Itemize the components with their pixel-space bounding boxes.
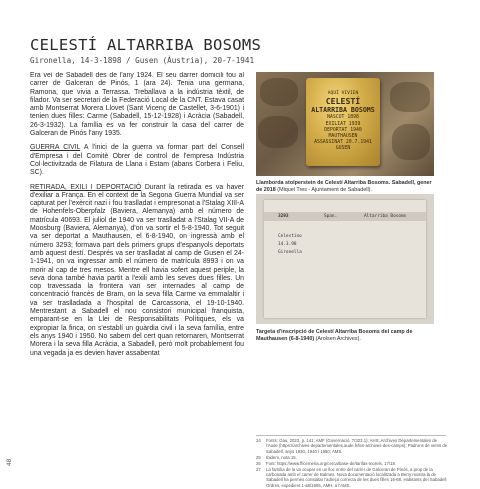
card-name: Altarriba Bosoms (364, 214, 407, 219)
section-heading-civil-war: GUERRA CIVIL (30, 144, 81, 152)
plaque-line: AQUÍ VIVIEN (327, 91, 359, 97)
footnote-text: Fonts: Gau, 2023, p. 141; AMF (Governació, 7/323.1); AHS; Archives Départementales de l'Aude (https://archives-departementales.aude.fr/les-archives-des-camps); Padrons de veïns de Sabadell, anys 1930, 1940 i 1950; AMS. (266, 438, 448, 454)
card-prisoner-number: 3293 (278, 214, 289, 219)
plaque-line: EXILIAT 1939 (325, 121, 361, 127)
cobblestone (392, 124, 430, 160)
biography-paragraph-2 (30, 144, 244, 177)
page-title: CELESTÍ ALTARRIBA BOSOMS (30, 36, 262, 54)
plaque-surname: ALTARRIBA BOSOMS (311, 106, 375, 115)
footnote (256, 455, 448, 460)
registration-card-photo (256, 194, 434, 324)
cobblestone (260, 78, 298, 106)
footnote-number: 27 (256, 466, 261, 472)
plaque-line: GUSEN (335, 146, 351, 152)
figure-1-caption (256, 180, 436, 194)
caption-title: Llamborda stolperstein de Celestí Altarriba Bosoms. Sabadell, gener de 2018 (256, 180, 432, 193)
card-nationality: Span. (324, 214, 338, 219)
plaque-line: DEPORTAT 1940 (324, 127, 362, 133)
footnote (256, 438, 448, 454)
figure-2-caption (256, 329, 442, 343)
footnote-number: 26 (256, 460, 261, 466)
plaque-line: ASSASSINAT 20.7.1941 (314, 140, 372, 146)
card-field: Celestino (278, 234, 302, 239)
caption-credit: (Miquel Tres - Ajuntament de Sabadell). (275, 186, 372, 193)
biography-text (30, 72, 244, 462)
section-heading-exile: RETIRADA, EXILI I DEPORTACIÓ (30, 183, 142, 191)
footnote (256, 467, 448, 489)
plaque-name: CELESTÍ (325, 96, 361, 107)
stolperstein-photo (256, 72, 434, 176)
caption-title: Targeta d'inscripció de Celestí Altarriba Bosoms del camp de Mauthausen (6-8-1940) (256, 329, 413, 342)
footnote-number: 25 (256, 454, 261, 460)
footnote-text: La família de la va ocupar en un lloc entre del carrer de Galceran de Pinós, a prop de la carbonada amb el carrer de Balmes. Nova documentació localitzada a Berry mostra la de Sabadell ha permès constatar l'adreça correcta de les dues filles 16-68. Habitants del Sabadell Ordres, expedient 1-a8/1905, AMH, a l'AMS. (266, 466, 447, 488)
caption-credit: (Arolsen Archives). (314, 335, 361, 342)
biography-paragraph-3 (30, 184, 244, 358)
mauthausen-registration-card (264, 200, 426, 318)
footnotes (256, 438, 448, 489)
brass-memorial-plaque (306, 78, 380, 166)
section-text-exile: Durant la retirada es va haver d'exiliar a França. En el context de la Segona Guerra Mundial va ser capturat per l'exèrcit nazi i fou traslladat i empresonat a l'Stalag XIII-A de Hohenfels-Oberpfalz (Baviera, Alemanya) amb el número de matrícula 40693. El juliol de 1940 va ser traslladat a l'Stalag VII-A de Moosburg (Baviera, Alemanya), d'on va sortir el 5-8-1940. Tot seguit va ser deportat a Mauthausen, el 6-8-1940, on ingressà amb el número 3293; formava part dels primers grups d'espanyols deportats amb aquest destí. Després va ser traslladat al camp de Gusen el 24-1-1941, on va ingressar amb el número de matrícula 8993 i on va morir al cap de tres mesos. Mentre ell havia sofert aquest periple, la seva dona també havia partit a l'exili amb les seves dues filles. Un cop travessada la frontera van ser internades al camp de concentració francès de Bram, on la seva filla Carme va emmalaltir i va ser traslladada a l'hospital de Carcassona, el 19-10-1940. Mentrestant a Sabadell el nou consistori municipal franquista, emparant-se en la Llei de Responsabilitats Polítiques, els va expropiar la finca, on s'establí un guàrdia civil i la seva família, entre els anys 1940 i 1950. No sabem del cert quan retornaren, Montserrat Morera i la seva filla Acràcia, a Sabadell, però molt probablement fou una vegada ja es devien haver assabentat (30, 183, 244, 357)
card-field: 14.3.98 (278, 242, 297, 247)
section-text-civil-war: A l'inici de la guerra va formar part del Consell d'Empresa i del Comitè Obrer de control de l'empresa Indústria Col·lectivitzada de Filatura de Llana i Estam (abans Corbera i Feliu, SC). (30, 144, 244, 177)
cobblestone (258, 116, 298, 148)
card-field: Gironella (278, 250, 302, 255)
page-number: 48 (6, 458, 13, 466)
plaque-line: NASCUT 1898 (327, 115, 359, 121)
biography-paragraph-1: Era veí de Sabadell des de l'any 1924. El seu darrer domicili fou al carrer de Galceran de Pinós, 1 (ara 24). Tenia una germana, Ramona, que vivia a Terrassa. Treballava a la indústria tèxtil, de filador. Va ser secretari de la Federació Local de la CNT. Estava casat amb Montserrat Morera Llovet (Sant Vicenç de Castellet, 3-6-1901) i tenien dues filles: Carme (Sabadell, 15-12-1928) i Acràcia (Sabadell, 26-3-1932). La família es va fer construir la casa del carrer de Galceran de Pinós l'any 1935. (30, 72, 244, 138)
footnote-text: Ibidem, nota 15. (266, 454, 297, 460)
footnote (256, 461, 448, 466)
footnote-number: 24 (256, 438, 261, 443)
plaque-line: MAUTHAUSEN (328, 134, 358, 139)
footnote-divider (256, 435, 446, 436)
footnote-text: Font: https://www.fficemeria.org/cerca/base-de/tarifas-morels, 17/18. (266, 460, 397, 466)
cobblestone (390, 82, 430, 112)
birth-death-subtitle: Gironella, 14-3-1898 / Gusen (Àustria), 20-7-1941 (30, 56, 255, 65)
